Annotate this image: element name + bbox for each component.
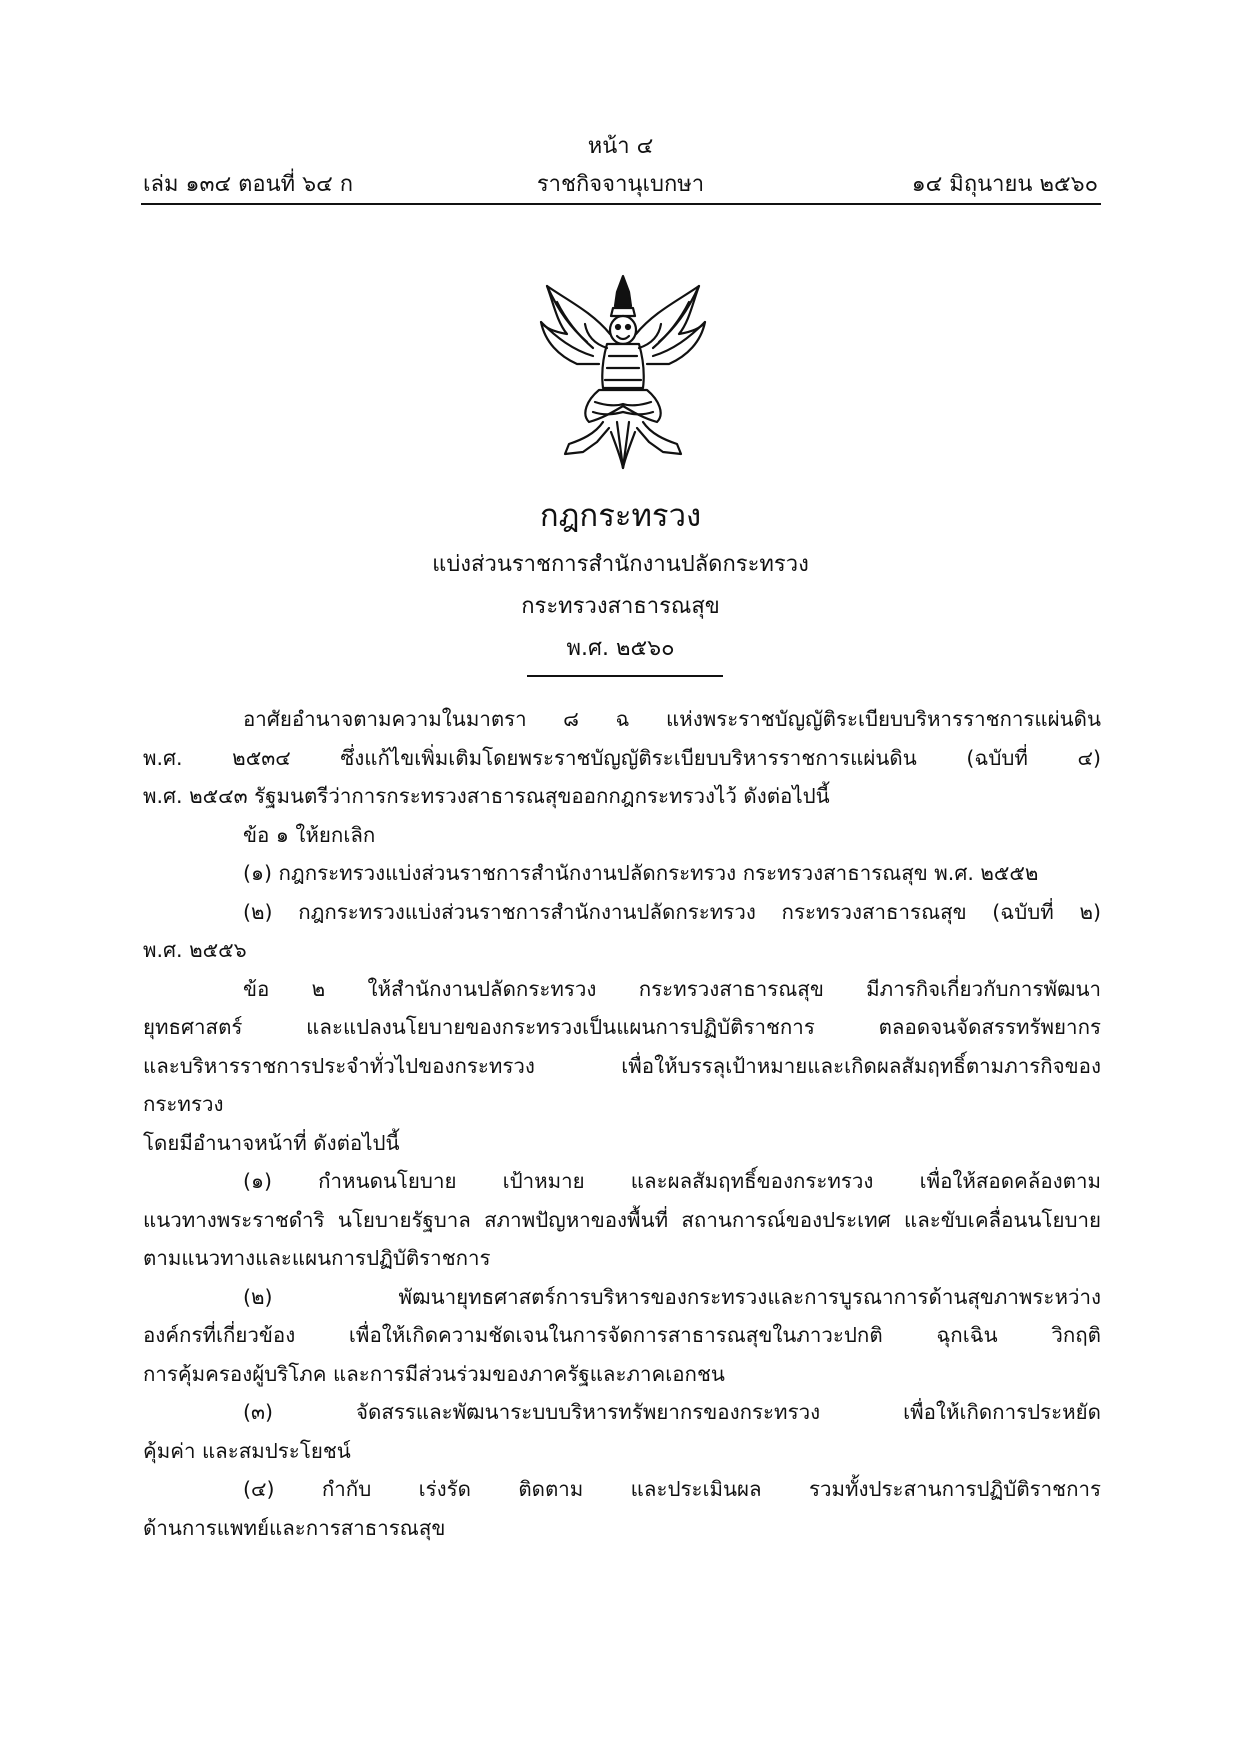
header-divider [141,203,1101,205]
clause-2-item-4: (๔) กำกับ เร่งรัด ติดตาม และประเมินผล รวมทั้งประสานการปฏิบัติราชการ [243,1477,1101,1501]
publication-date: ๑๔ มิถุนายน ๒๕๖๐ [911,172,1098,197]
title-divider [527,675,723,677]
preamble-line: พ.ศ. ๒๕๓๔ ซึ่งแก้ไขเพิ่มเติมโดยพระราชบัญญัติระเบียบบริหารราชการแผ่นดิน (ฉบับที่ ๔) [143,745,1101,770]
clause-2-line: ข้อ ๒ ให้สำนักงานปลัดกระทรวง กระทรวงสาธารณสุข มีภารกิจเกี่ยวกับการพัฒนา [243,976,1101,1001]
clause-2-item-3: (๓) จัดสรรและพัฒนาระบบบริหารทรัพยากรของกระทรวง เพื่อให้เกิดการประหยัด [243,1400,1101,1424]
clause-2-item-3: คุ้มค่า และสมประโยชน์ [143,1438,351,1463]
clause-2-line: โดยมีอำนาจหน้าที่ ดังต่อไปนี้ [143,1130,400,1155]
clause-1-item-2: (๒) กฎกระทรวงแบ่งส่วนราชการสำนักงานปลัดกระทรวง กระทรวงสาธารณสุข (ฉบับที่ ๒) [243,899,1101,924]
preamble-line: อาศัยอำนาจตามความในมาตรา ๘ ฉ แห่งพระราชบัญญัติระเบียบบริหารราชการแผ่นดิน [243,707,1101,731]
clause-1-item-1: (๑) กฎกระทรวงแบ่งส่วนราชการสำนักงานปลัดกระทรวง กระทรวงสาธารณสุข พ.ศ. ๒๕๕๒ [243,861,1039,885]
clause-2-line: ยุทธศาสตร์ และแปลงนโยบายของกระทรวงเป็นแผนการปฏิบัติราชการ ตลอดจนจัดสรรทรัพยากร [143,1015,1101,1039]
clause-2-item-1: ตามแนวทางและแผนการปฏิบัติราชการ [143,1246,491,1270]
clause-1-item-2-cont: พ.ศ. ๒๕๕๖ [143,938,247,962]
garuda-emblem-icon [537,272,709,474]
clause-2-item-4: ด้านการแพทย์และการสาธารณสุข [143,1515,446,1540]
publication-name: ราชกิจจานุเบกษา [536,172,705,197]
clause-2-item-2: องค์กรที่เกี่ยวข้อง เพื่อให้เกิดความชัดเจนในการจัดการสาธารณสุขในภาวะปกติ ฉุกเฉิน วิกฤติ [143,1323,1101,1347]
document-year: พ.ศ. ๒๕๖๐ [566,636,675,661]
document-body [143,700,1101,1547]
clause-2-item-2: (๒) พัฒนายุทธศาสตร์การบริหารของกระทรวงและการบูรณาการด้านสุขภาพระหว่าง [243,1284,1101,1309]
ministry-name: กระทรวงสาธารณสุข [521,594,720,619]
clause-2-item-2: การคุ้มครองผู้บริโภค และการมีส่วนร่วมของภาครัฐและภาคเอกชน [143,1361,725,1386]
document-subtitle: แบ่งส่วนราชการสำนักงานปลัดกระทรวง [432,552,809,577]
clause-2-line: และบริหารราชการประจำทั่วไปของกระทรวง เพื่อให้บรรลุเป้าหมายและเกิดผลสัมฤทธิ์ตามภารกิจของกระทรวง [143,1053,1101,1116]
preamble-line: พ.ศ. ๒๕๔๓ รัฐมนตรีว่าการกระทรวงสาธารณสุขออกกฎกระทรวงไว้ ดังต่อไปนี้ [143,784,830,808]
clause-1-heading: ข้อ ๑ ให้ยกเลิก [243,822,376,847]
clause-2-item-1: (๑) กำหนดนโยบาย เป้าหมาย และผลสัมฤทธิ์ของกระทรวง เพื่อให้สอดคล้องตาม [243,1169,1101,1193]
volume-issue: เล่ม ๑๓๔ ตอนที่ ๖๔ ก [143,172,354,197]
page-number: หน้า ๔ [587,134,654,159]
document-title: กฎกระทรวง [539,498,702,534]
clause-2-item-1: แนวทางพระราชดำริ นโยบายรัฐบาล สภาพปัญหาของพื้นที่ สถานการณ์ของประเทศ และขับเคลื่อนนโยบาย [143,1207,1101,1232]
